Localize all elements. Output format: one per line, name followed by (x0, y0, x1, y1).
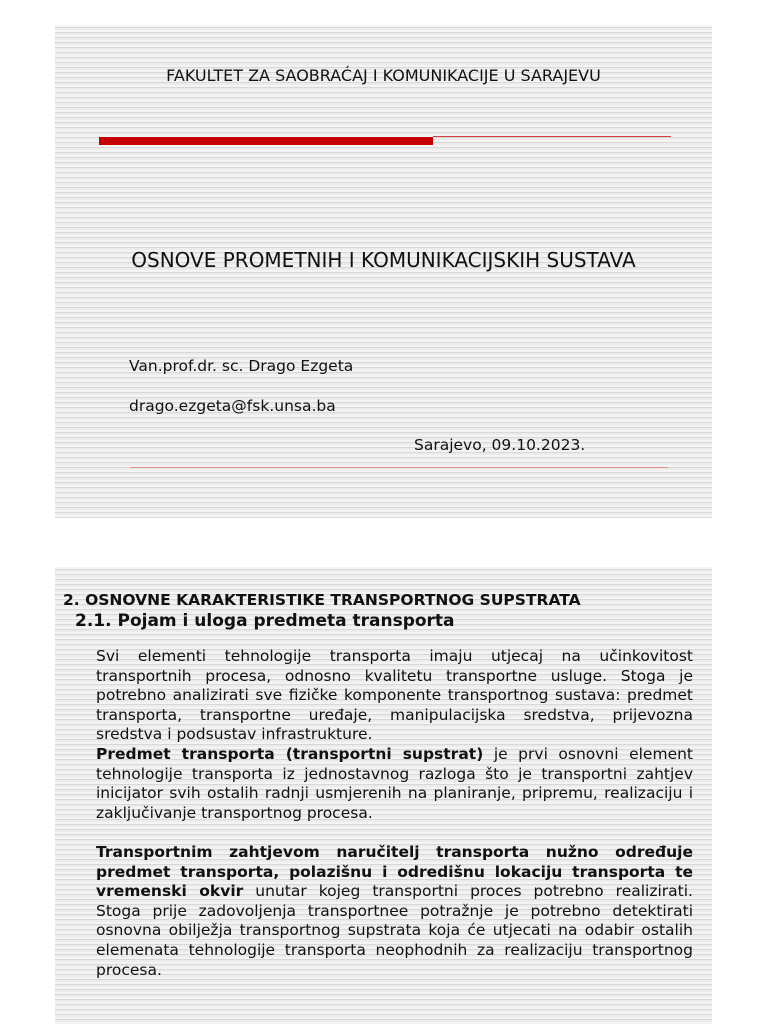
author-name: Van.prof.dr. sc. Drago Ezgeta (129, 357, 354, 375)
paragraph-1: Svi elementi tehnologije transporta imaju utjecaj na učinkovitost transportnih procesa, odnosno kvalitetu transportne usluge. Stoga je potrebno analizirati sve fizičke komponente transportnog sustava: predmet transporta, transportne uređaje, manipulacijska sredstva, prijevozna sredstva i podsustav infrastrukture. (96, 647, 693, 744)
content-slide (55, 567, 712, 1024)
title-slide (55, 25, 712, 518)
paragraph-gap (96, 823, 693, 843)
footer-divider (130, 467, 668, 468)
paragraph-2-text: je prvi osnovni element tehnologije transporta iz jednostavnog razloga što je transportni zahtjev inicijator svih ostalih radnji usmjerenih na planiranje, pripremu, realizaciju i zaključivanje transportnog procesa. (96, 744, 694, 822)
paragraph-2 (96, 745, 693, 823)
paragraph-3 (96, 843, 693, 980)
author-email: drago.ezgeta@fsk.unsa.ba (129, 397, 336, 415)
red-accent-line (433, 136, 671, 137)
institution-name: FAKULTET ZA SAOBRAĆAJ I KOMUNIKACIJE U SARAJEVU (166, 66, 601, 85)
paragraph-3-bold: Transportnim zahtjevom naručitelj transporta nužno određuje predmet transporta, polazišnu i odredišnu lokaciju transporta te vremenski okvir (96, 842, 693, 901)
slide-body (96, 647, 693, 980)
subsection-title: 2.1. Pojam i uloga predmeta transporta (75, 611, 455, 631)
red-accent-bar (99, 137, 433, 145)
paragraph-3-text: unutar kojeg transportni proces potrebno realizirati. Stoga prije zadovoljenja transportnee potražnje je potrebno detektirati osnovna obilježja transportnog supstrata koja će utjecati na odabir ostalih elemenata tehnologije transporta neophodnih za realizaciju transportnog procesa. (96, 882, 693, 979)
place-date: Sarajevo, 09.10.2023. (414, 436, 586, 454)
section-title: 2. OSNOVNE KARAKTERISTIKE TRANSPORTNOG SUPSTRATA (63, 591, 581, 609)
paragraph-2-bold: Predmet transporta (transportni supstrat) (96, 744, 484, 763)
course-title: OSNOVE PROMETNIH I KOMUNIKACIJSKIH SUSTAVA (131, 248, 636, 272)
